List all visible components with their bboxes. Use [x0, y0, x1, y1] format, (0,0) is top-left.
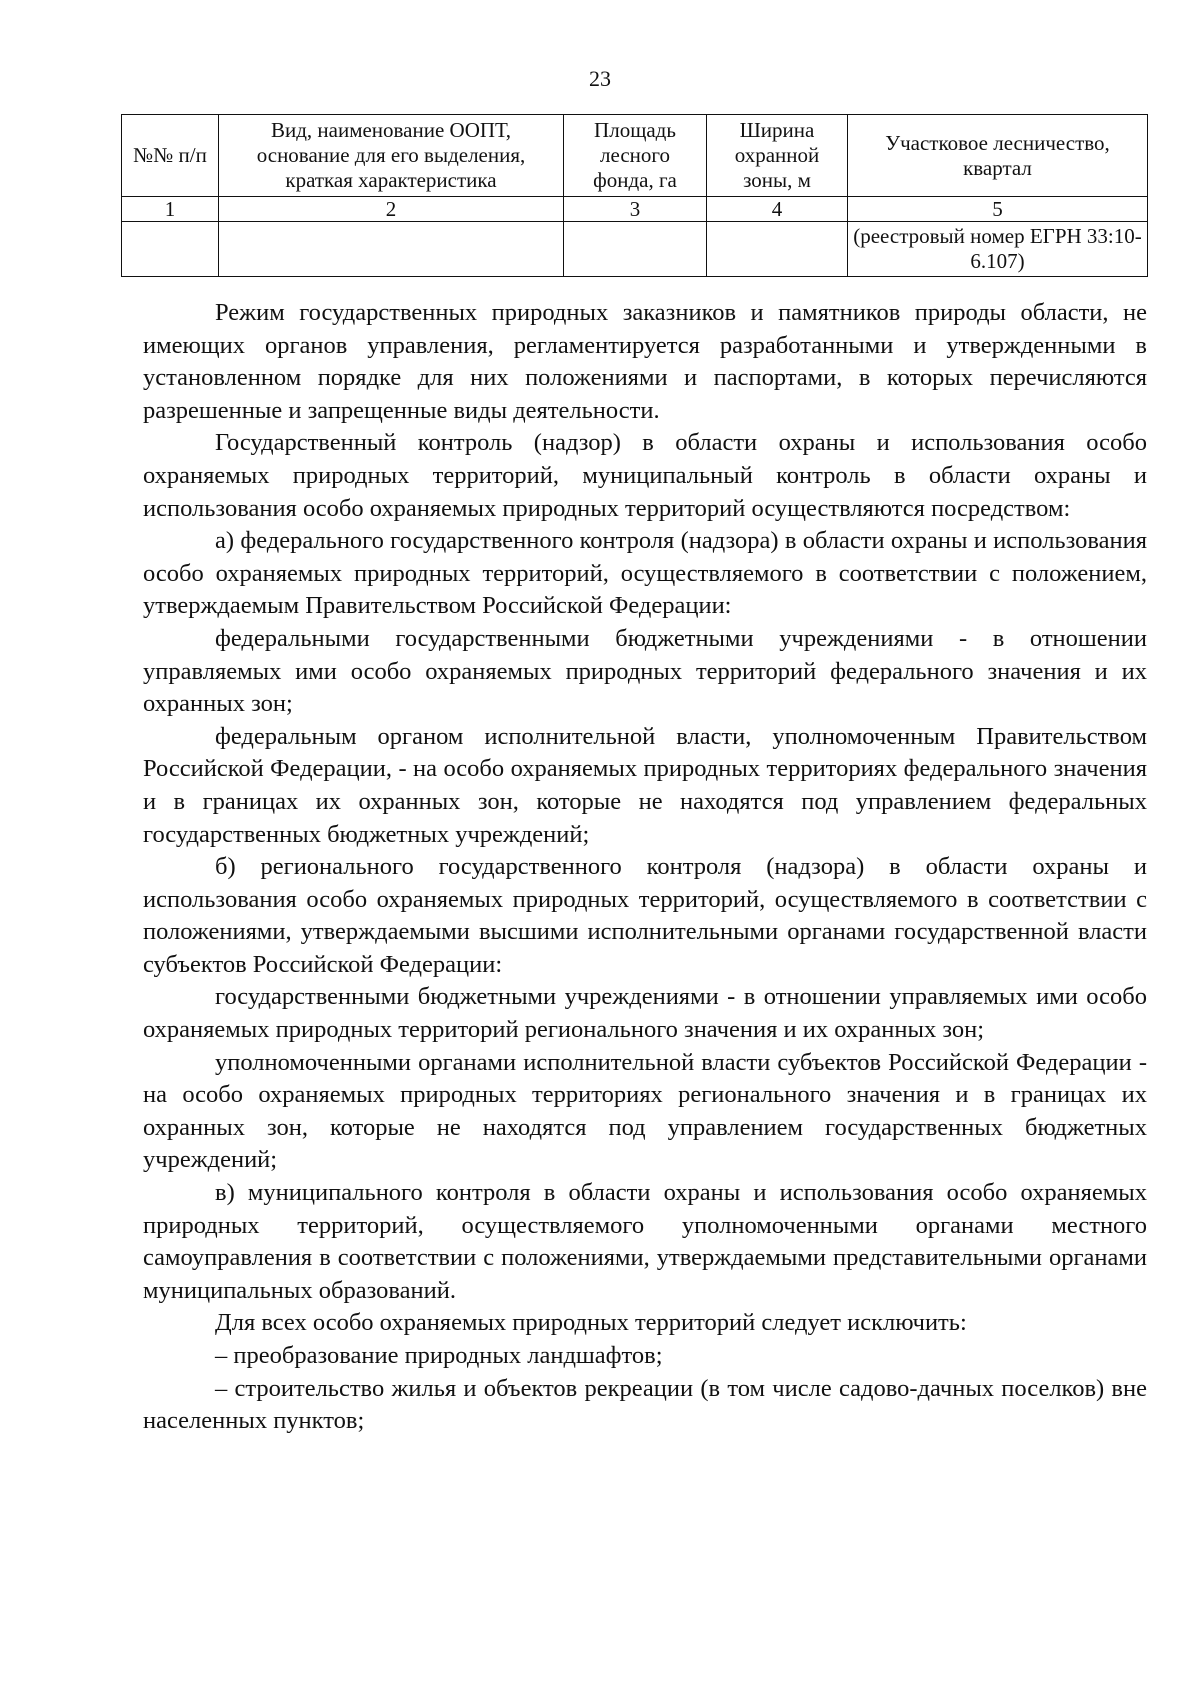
protected-areas-table	[121, 114, 1148, 277]
paragraph: Для всех особо охраняемых природных территорий следует исключить:	[215, 1309, 967, 1337]
document-body	[143, 297, 1147, 1438]
table-column-number-row	[122, 197, 1148, 222]
table-cell	[564, 222, 707, 277]
column-number-cell: 4	[707, 197, 848, 222]
table-header-cell: Ширина охранной зоны, м	[707, 115, 848, 197]
table-cell: (реестровый номер ЕГРН 33:10-6.107)	[848, 222, 1148, 277]
paragraph: б) регионального государственного контроля (надзора) в области охраны и использования особо охраняемых природных территорий, осуществляемого в соответствии с положениями, утверждаемыми высшими исполнительными органами государственной власти субъектов Российской Федерации:	[143, 853, 1147, 978]
paragraph: государственными бюджетными учреждениями - в отношении управляемых ими особо охраняемых природных территорий регионального значения и их охранных зон;	[143, 983, 1147, 1044]
table-cell	[707, 222, 848, 277]
table-header-cell: Участковое лесничество, квартал	[848, 115, 1148, 197]
paragraph: уполномоченными органами исполнительной власти субъектов Российской Федерации - на особо охраняемых природных территориях регионального значения и в границах их охранных зон, которые не находятся под управлением государственных бюджетных учреждений;	[143, 1048, 1147, 1174]
paragraph: федеральными государственными бюджетными учреждениями - в отношении управляемых ими особо охраняемых природных территорий федерального значения и их охранных зон;	[143, 624, 1147, 718]
paragraph: а) федерального государственного контроля (надзора) в области охраны и использования особо охраняемых природных территорий, осуществляемого в соответствии с положением, утверждаемым Правительством Российской Федерации:	[143, 527, 1147, 620]
column-number-cell: 5	[848, 197, 1148, 222]
column-number-cell: 3	[564, 197, 707, 222]
paragraph: федеральным органом исполнительной власти, уполномоченным Правительством Российской Федерации, - на особо охраняемых природных территориях федерального значения и в границах их охранных зон, которые не находятся под управлением федеральных государственных бюджетных учреждений;	[143, 722, 1147, 848]
paragraph: в) муниципального контроля в области охраны и использования особо охраняемых природных территорий, осуществляемого уполномоченными органами местного самоуправления в соответствии с положениями, утверждаемыми представительными органами муниципальных образований.	[143, 1179, 1147, 1304]
table-header-cell: Площадь лесного фонда, га	[564, 115, 707, 197]
column-number-cell: 2	[219, 197, 564, 222]
table-header-row	[122, 115, 1148, 197]
column-number-cell: 1	[122, 197, 219, 222]
list-item: – преобразование природных ландшафтов;	[215, 1342, 663, 1369]
paragraph: Режим государственных природных заказников и памятников природы области, не имеющих органов управления, регламентируется разработанными и утвержденными в установленном порядке для них положениями и паспортами, в которых перечисляются разрешенные и запрещенные виды деятельности.	[143, 299, 1147, 424]
list-item: – строительство жилья и объектов рекреации (в том числе садово-дачных поселков) вне населенных пунктов;	[143, 1374, 1147, 1435]
table-row	[122, 222, 1148, 277]
table-header-cell: №№ п/п	[122, 115, 219, 197]
paragraph: Государственный контроль (надзор) в области охраны и использования особо охраняемых природных территорий, муниципальный контроль в области охраны и использования особо охраняемых природных территорий осуществляются посредством:	[143, 429, 1147, 522]
table-cell	[219, 222, 564, 277]
table-cell	[122, 222, 219, 277]
page-number: 23	[589, 66, 611, 91]
table-header-cell: Вид, наименование ООПТ, основание для его выделения, краткая характеристика	[219, 115, 564, 197]
